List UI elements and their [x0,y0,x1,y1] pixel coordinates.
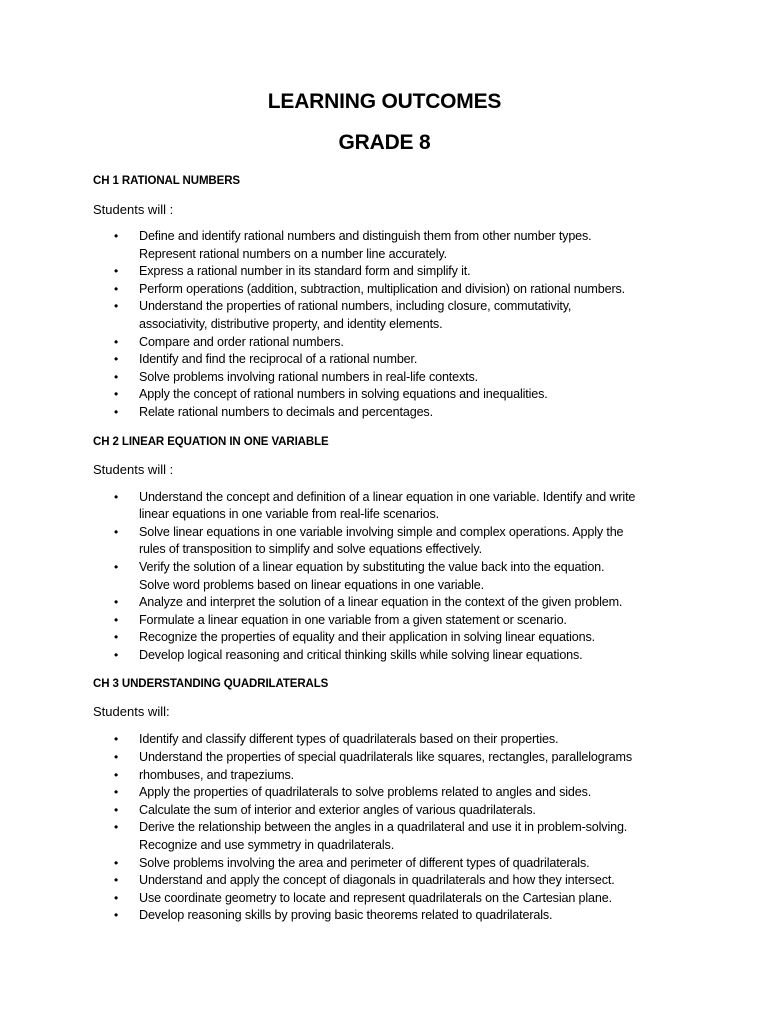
outcome-text: associativity, distributive property, and identity elements. [139,316,443,331]
outcome-text: Verify the solution of a linear equation by substituting the value back into the equation. [139,559,605,574]
bullet-icon: • [114,489,119,504]
outcome-item [93,263,676,281]
chapter-heading: CH 2 LINEAR EQUATION IN ONE VARIABLE [93,435,329,448]
outcome-item [93,334,676,352]
document-subtitle: GRADE 8 [338,131,431,154]
outcome-text: Understand the concept and definition of a linear equation in one variable. Identify and write [139,489,636,504]
outcome-item [93,802,676,820]
outcome-list [93,228,676,422]
outcome-text: Solve linear equations in one variable involving simple and complex operations. Apply the [139,524,624,539]
outcome-text: Develop logical reasoning and critical thinking skills while solving linear equations. [139,647,583,662]
outcome-text: Recognize and use symmetry in quadrilaterals. [139,838,395,853]
outcome-item [93,890,676,908]
bullet-icon: • [114,767,119,782]
outcome-item [93,369,676,387]
outcome-text: Apply the properties of quadrilaterals to solve problems related to angles and sides. [139,785,592,800]
outcome-text: rhombuses, and trapeziums. [139,767,294,782]
outcome-item [93,819,676,854]
outcome-item [93,907,676,925]
bullet-icon: • [114,229,119,243]
outcome-text: Perform operations (addition, subtraction, multiplication and division) on rational numbers. [139,281,626,296]
outcome-text: Identify and classify different types of quadrilaterals based on their properties. [139,732,559,747]
chapter-intro: Students will : [93,202,174,217]
outcome-item [93,298,676,333]
bullet-icon: • [114,524,119,539]
outcome-item [93,404,676,422]
outcome-text: Develop reasoning skills by proving basic theorems related to quadrilaterals. [139,908,553,923]
chapter-section [93,677,676,925]
outcome-text: Calculate the sum of interior and exterior angles of various quadrilaterals. [139,802,536,817]
bullet-icon: • [114,750,119,765]
chapter-heading: CH 3 UNDERSTANDING QUADRILATERALS [93,678,329,691]
outcome-text: Compare and order rational numbers. [139,334,344,349]
document-title: LEARNING OUTCOMES [267,90,502,113]
outcome-item [93,559,676,594]
bullet-icon: • [114,908,119,923]
bullet-icon: • [114,369,119,384]
outcome-text: Formulate a linear equation in one variable from a given statement or scenario. [139,612,567,627]
outcome-item [93,731,676,749]
outcome-item [93,612,676,630]
outcome-text: Use coordinate geometry to locate and represent quadrilaterals on the Cartesian plane. [139,890,612,905]
bullet-icon: • [114,404,119,419]
outcome-text: Understand the properties of special quadrilaterals like squares, rectangles, parallelograms [139,750,633,765]
chapter-intro: Students will : [93,461,174,477]
outcome-text: Understand the properties of rational numbers, including closure, commutativity, [139,299,572,314]
outcome-item [93,594,676,612]
bullet-icon: • [114,387,119,402]
bullet-icon: • [114,299,119,314]
outcome-item [93,647,676,665]
bullet-icon: • [114,612,119,627]
outcome-item [93,228,676,263]
outcome-text: linear equations in one variable from real-life scenarios. [139,507,440,522]
outcome-text: Solve problems involving rational numbers in real-life contexts. [139,369,478,384]
outcome-text: Define and identify rational numbers and distinguish them from other number types. [139,229,592,243]
outcome-text: rules of transposition to simplify and solve equations effectively. [139,542,482,557]
bullet-icon: • [114,352,119,367]
outcome-item [93,784,676,802]
outcome-item [93,386,676,404]
outcome-item [93,855,676,873]
bullet-icon: • [114,264,119,279]
outcome-text: Relate rational numbers to decimals and percentages. [139,404,433,419]
chapter-section [93,435,676,665]
bullet-icon: • [114,785,119,800]
bullet-icon: • [114,647,119,662]
outcome-item [93,351,676,369]
outcome-text: Understand and apply the concept of diagonals in quadrilaterals and how they intersect. [139,873,615,888]
outcome-item [93,281,676,299]
outcome-text: Analyze and interpret the solution of a linear equation in the context of the given problem. [139,595,623,610]
bullet-icon: • [114,873,119,888]
bullet-icon: • [114,802,119,817]
outcome-item [93,767,676,785]
outcome-item [93,524,676,559]
bullet-icon: • [114,732,119,747]
outcome-item [93,629,676,647]
bullet-icon: • [114,820,119,835]
bullet-icon: • [114,855,119,870]
outcome-text: Solve word problems based on linear equations in one variable. [139,577,484,592]
outcome-text: Solve problems involving the area and perimeter of different types of quadrilaterals. [139,855,590,870]
outcome-text: Identify and find the reciprocal of a rational number. [139,352,418,367]
outcome-text: Apply the concept of rational numbers in solving equations and inequalities. [139,387,548,402]
bullet-icon: • [114,281,119,296]
chapter-intro: Students will: [93,704,170,720]
outcome-text: Recognize the properties of equality and their application in solving linear equations. [139,630,596,645]
bullet-icon: • [114,890,119,905]
outcome-item [93,872,676,890]
bullet-icon: • [114,595,119,610]
chapter-section [93,174,676,422]
bullet-icon: • [114,334,119,349]
outcome-list [93,731,676,925]
outcome-item [93,489,676,524]
outcome-text: Express a rational number in its standard form and simplify it. [139,264,471,279]
bullet-icon: • [114,559,119,574]
outcome-text: Represent rational numbers on a number line accurately. [139,246,447,261]
bullet-icon: • [114,630,119,645]
outcome-list [93,489,676,665]
chapter-heading: CH 1 RATIONAL NUMBERS [93,175,240,187]
outcome-text: Derive the relationship between the angles in a quadrilateral and use it in problem-solving. [139,820,628,835]
outcome-item [93,749,676,767]
